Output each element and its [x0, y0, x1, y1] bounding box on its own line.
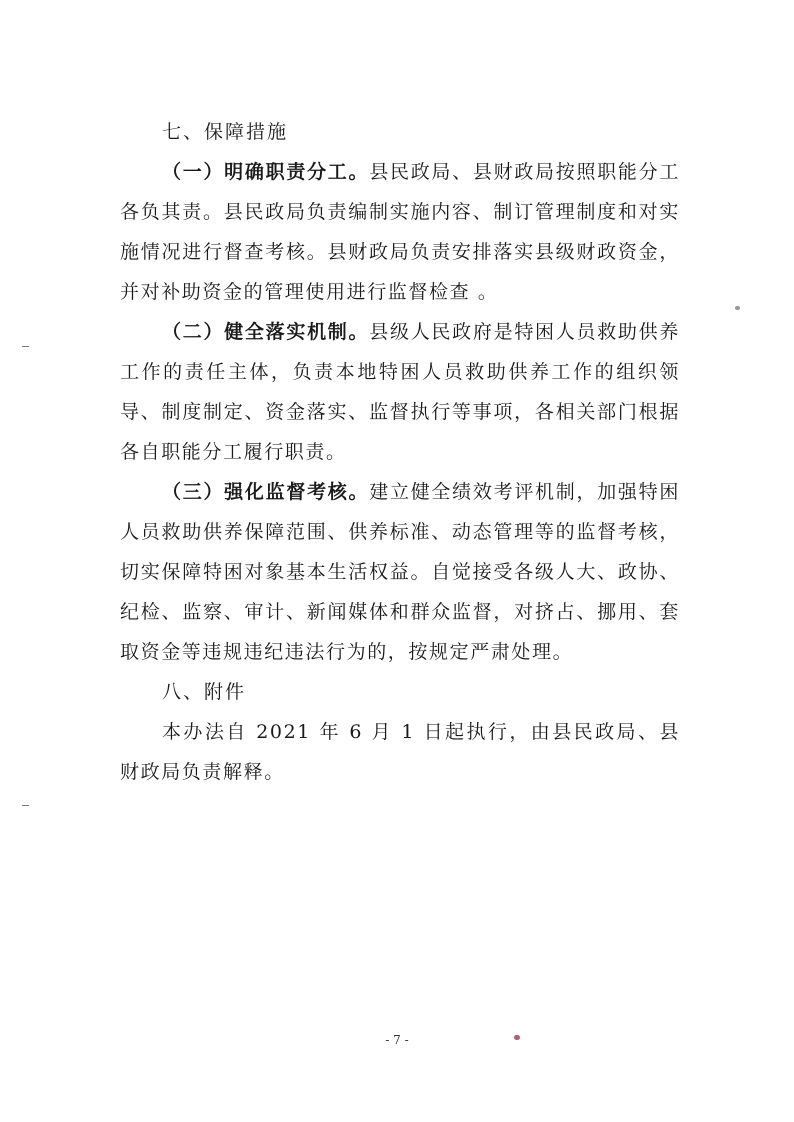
scan-mark [22, 805, 29, 806]
section-7-item-3-lead: （三）强化监督考核。 [162, 481, 370, 503]
section-7-item-2 [120, 312, 680, 472]
section-7-item-2-lead: （二）健全落实机制。 [162, 321, 370, 343]
section-7-item-3 [120, 472, 680, 672]
section-7-heading: 七、保障措施 [162, 121, 289, 143]
section-8-text: 本办法自 2021 年 6 月 1 日起执行，由县民政局、县财政局负责解释。 [120, 721, 680, 783]
section-8-heading: 八、附件 [162, 681, 247, 703]
section-7-item-1-text: 县民政局、县财政局按照职能分工各负其责。县民政局负责编制实施内容、制订管理制度和对实施情况进行督查考核。县财政局负责安排落实县级财政资金，并对补助资金的管理使用进行监督检查 。 [120, 161, 680, 303]
page-number: - 7 - [385, 1033, 409, 1047]
section-7-item-1-lead: （一）明确职责分工。 [162, 161, 370, 183]
section-7-item-1 [120, 152, 680, 312]
scan-mark [22, 346, 29, 347]
scan-speck [735, 306, 740, 310]
scan-speck [514, 1035, 520, 1040]
section-7-item-2-text: 县级人民政府是特困人员救助供养工作的责任主体，负责本地特困人员救助供养工作的组织领导、制度制定、资金落实、监督执行等事项，各相关部门根据各自职能分工履行职责。 [120, 321, 680, 463]
document-body [120, 112, 680, 792]
section-7-item-3-text: 建立健全绩效考评机制，加强特困人员救助供养保障范围、供养标准、动态管理等的监督考核，切实保障特困对象基本生活权益。自觉接受各级人大、政协、纪检、监察、审计、新闻媒体和群众监督，对挤占、挪用、套取资金等违规违纪违法行为的，按规定严肃处理。 [120, 481, 680, 663]
